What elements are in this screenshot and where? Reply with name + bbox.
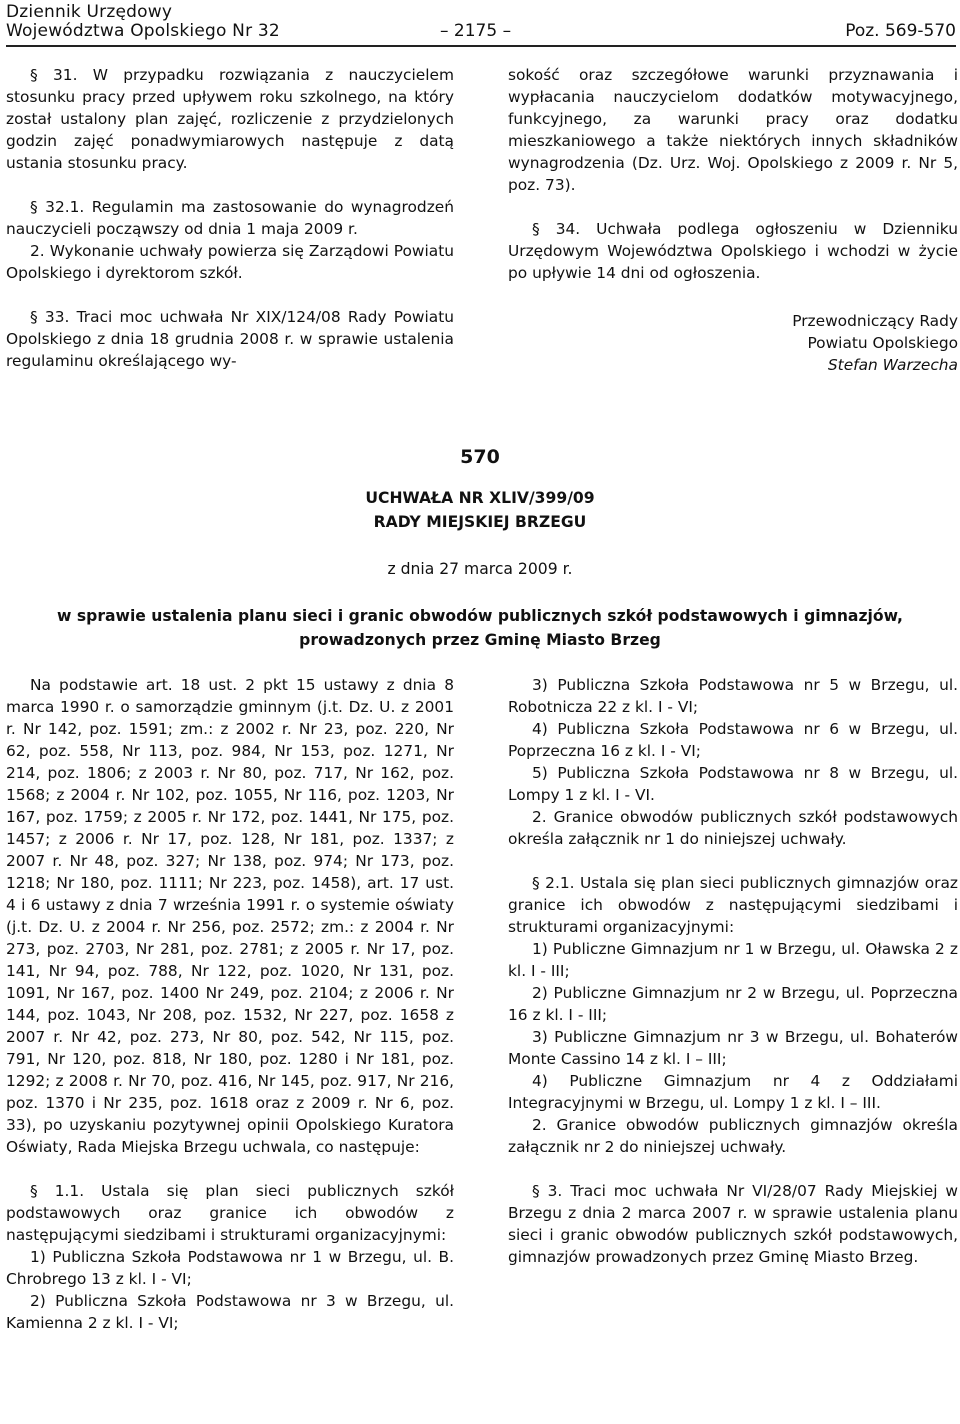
paragraph-1-1: § 1.1. Ustala się plan sieci publicznych szkół podstawowych oraz granice ich obwodów z następującymi siedzibami i strukturami organizacyjnymi: bbox=[6, 1182, 454, 1244]
position-range: Poz. 569-570 bbox=[845, 21, 956, 41]
list-item: 2) Publiczna Szkoła Podstawowa nr 3 w Brzegu, ul. Kamienna 2 z kl. I - VI; bbox=[6, 1292, 454, 1332]
paragraph-33-continued: sokość oraz szczegółowe warunki przyznawania i wypłacania nauczycielom dodatków motywacyjnego, funkcyjnego, za warunki pracy oraz dodatku mieszkaniowego a także niektórych innych składników wynagrodzenia (Dz. Urz. Woj. Opolskiego z 2009 r. Nr 5, poz. 73). bbox=[508, 66, 958, 194]
list-item: 2) Publiczne Gimnazjum nr 2 w Brzegu, ul. Poprzeczna 16 z kl. I - III; bbox=[508, 984, 958, 1024]
paragraph-3: § 3. Traci moc uchwała Nr VI/28/07 Rady Miejskiej w Brzegu z dnia 2 marca 2007 r. w sprawie ustalenia planu sieci i granic obwodów publicznych szkół podstawowych, gimnazjów prowadzonych przez Gminę Miasto Brzeg. bbox=[508, 1182, 958, 1266]
document-subject: w sprawie ustalenia planu sieci i granic obwodów publicznych szkół podstawowych i gimnazjów, prowadzonych przez Gminę Miasto Brzeg bbox=[57, 607, 903, 649]
signature-title-2: Powiatu Opolskiego bbox=[807, 334, 958, 352]
document-title: UCHWAŁA NR XLIV/399/09 bbox=[365, 489, 595, 507]
prev-doc-column-right bbox=[508, 64, 958, 376]
paragraph-32-1: § 32.1. Regulamin ma zastosowanie do wynagrodzeń nauczycieli począwszy od dnia 1 maja 2009 r. bbox=[6, 198, 454, 238]
list-item: 3) Publiczna Szkoła Podstawowa nr 5 w Brzegu, ul. Robotnicza 22 z kl. I - VI; bbox=[508, 676, 958, 716]
paragraph-2-2: 2. Granice obwodów publicznych gimnazjów określa załącznik nr 2 do niniejszej uchwały. bbox=[508, 1116, 958, 1156]
paragraph-34: § 34. Uchwała podlega ogłoszeniu w Dzienniku Urzędowym Województwa Opolskiego i wchodzi w życie po upływie 14 dni od ogłoszenia. bbox=[508, 220, 958, 282]
prev-doc-column-left bbox=[6, 64, 454, 372]
journal-issue: Województwa Opolskiego Nr 32 bbox=[6, 21, 280, 41]
paragraph-32-2: 2. Wykonanie uchwały powierza się Zarządowi Powiatu Opolskiego i dyrektorom szkół. bbox=[6, 242, 454, 282]
header-rule bbox=[6, 45, 956, 47]
doc-column-right bbox=[508, 674, 958, 1268]
paragraph-2-1: § 2.1. Ustala się plan sieci publicznych gimnazjów oraz granice ich obwodów z następującymi siedzibami i strukturami organizacyjnymi: bbox=[508, 874, 958, 936]
list-item: 3) Publiczne Gimnazjum nr 3 w Brzegu, ul. Bohaterów Monte Cassino 14 z kl. I – III; bbox=[508, 1028, 958, 1068]
page-header bbox=[6, 0, 956, 44]
journal-title: Dziennik Urzędowy bbox=[6, 2, 173, 22]
document-date: z dnia 27 marca 2009 r. bbox=[387, 560, 573, 578]
list-item: 5) Publiczna Szkoła Podstawowa nr 8 w Brzegu, ul. Lompy 1 z kl. I - VI. bbox=[508, 764, 958, 804]
paragraph-1-2: 2. Granice obwodów publicznych szkół podstawowych określa załącznik nr 1 do niniejszej uchwały. bbox=[508, 808, 958, 848]
list-item: 4) Publiczne Gimnazjum nr 4 z Oddziałami Integracyjnymi w Brzegu, ul. Lompy 1 z kl. I – III. bbox=[508, 1072, 958, 1112]
list-item: 4) Publiczna Szkoła Podstawowa nr 6 w Brzegu, ul. Poprzeczna 16 z kl. I - VI; bbox=[508, 720, 958, 760]
list-item: 1) Publiczna Szkoła Podstawowa nr 1 w Brzegu, ul. B. Chrobrego 13 z kl. I - VI; bbox=[6, 1248, 454, 1288]
paragraph-31: § 31. W przypadku rozwiązania z nauczycielem stosunku pracy przed upływem roku szkolnego, na który został ustalony plan zajęć, rozliczenie z przydzielonych godzin zajęć ponadwymiarowych następuje z datą ustania stosunku pracy. bbox=[6, 66, 454, 172]
legal-basis: Na podstawie art. 18 ust. 2 pkt 15 ustawy z dnia 8 marca 1990 r. o samorządzie gminnym (j.t. Dz. U. z 2001 r. Nr 142, poz. 1591; zm.: z 2002 r. Nr 23, poz. 220, Nr 62, poz. 558, Nr 113, poz. 984, Nr 153, poz. 1271, Nr 214, poz. 1806; z 2003 r. Nr 80, poz. 717, Nr 162, poz. 1568; z 2004 r. Nr 102, poz. 1055, Nr 116, poz. 1203, Nr 167, poz. 1759; z 2005 r. Nr 172, poz. 1441, Nr 175, poz. 1457; z 2006 r. Nr 17, poz. 128, Nr 181, poz. 1337; z 2007 r. Nr 48, poz. 327; Nr 138, poz. 974; Nr 173, poz. 1218; Nr 180, poz. 1111; Nr 223, poz. 1458), art. 17 ust. 4 i 6 ustawy z dnia 7 września 1991 r. o systemie oświaty (j.t. Dz. U. z 2004 r. Nr 256, poz. 2572; zm.: z 2004 r. Nr 273, poz. 2703, Nr 281, poz. 2781; z 2005 r. Nr 17, poz. 141, Nr 94, poz. 788, Nr 122, poz. 1020, Nr 131, poz. 1091, Nr 167, poz. 1400 Nr 249, poz. 2104; z 2006 r. Nr 144, poz. 1043, Nr 208, poz. 1532, Nr 227, poz. 1658 z 2007 r. Nr 42, poz. 273, Nr 80, poz. 542, Nr 115, poz. 791, Nr 120, poz. 818, Nr 180, poz. 1280 i Nr 181, poz. 1292; z 2008 r. Nr 70, poz. 416, Nr 145, poz. 917, Nr 216, poz. 1370 i Nr 235, poz. 1618 oraz z 2009 r. Nr 6, poz. 33), po uzyskaniu pozytywnej opinii Opolskiego Kuratora Oświaty, Rada Miejska Brzegu uchwala, co następuje: bbox=[6, 676, 454, 1156]
signature-name: Stefan Warzecha bbox=[827, 356, 958, 374]
document-number: 570 bbox=[460, 446, 500, 468]
signature-title-1: Przewodniczący Rady bbox=[792, 312, 958, 330]
paragraph-33: § 33. Traci moc uchwała Nr XIX/124/08 Rady Powiatu Opolskiego z dnia 18 grudnia 2008 r. w sprawie ustalenia regulaminu określającego wy- bbox=[6, 308, 454, 370]
list-item: 1) Publiczne Gimnazjum nr 1 w Brzegu, ul. Oławska 2 z kl. I - III; bbox=[508, 940, 958, 980]
document-issuer: RADY MIEJSKIEJ BRZEGU bbox=[373, 513, 587, 531]
page-number: – 2175 – bbox=[440, 21, 512, 41]
doc-column-left bbox=[6, 674, 454, 1334]
